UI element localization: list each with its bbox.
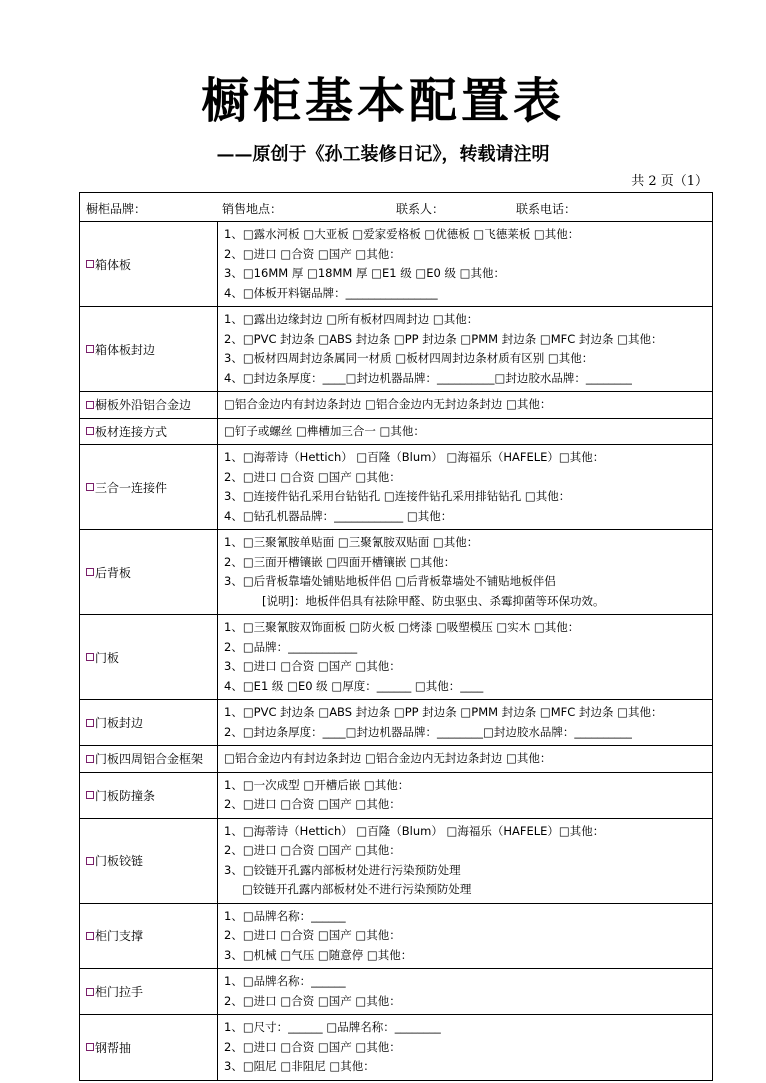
section-label-cell bbox=[80, 969, 218, 1015]
option-line: 1、□PVC 封边条 □ABS 封边条 □PP 封边条 □PMM 封边条 □MFC 封边条 □其他： bbox=[224, 705, 663, 719]
option-line: 4、□体板开料锯品牌：________________ bbox=[224, 285, 438, 300]
section-row bbox=[80, 772, 713, 818]
section-row bbox=[80, 615, 713, 700]
section-label: 箱体板封边 bbox=[95, 342, 156, 357]
option-line: □铝合金边内有封边条封边 □铝合金边内无封边条封边 □其他： bbox=[224, 397, 552, 411]
section-label: 箱体板 bbox=[95, 257, 132, 272]
section-checkbox[interactable] bbox=[86, 653, 94, 661]
page-count: 共 2 页（1） bbox=[631, 174, 708, 189]
section-row bbox=[80, 1015, 713, 1081]
section-label: 后背板 bbox=[95, 565, 132, 580]
section-label-cell bbox=[80, 818, 218, 903]
section-checkbox[interactable] bbox=[86, 1043, 94, 1051]
section-options-cell bbox=[218, 903, 713, 969]
section-label-cell bbox=[80, 615, 218, 700]
section-row bbox=[80, 903, 713, 969]
option-line: 3、□阻尼 □非阻尼 □其他： bbox=[224, 1059, 375, 1073]
section-row bbox=[80, 307, 713, 392]
section-row bbox=[80, 746, 713, 773]
section-label: 三合一连接件 bbox=[95, 480, 168, 495]
phone-field-label: 联系电话： bbox=[516, 202, 577, 216]
section-label: 柜门拉手 bbox=[95, 985, 144, 999]
section-row bbox=[80, 222, 713, 307]
option-line: 2、□进口 □合资 □国产 □其他： bbox=[224, 843, 401, 857]
section-row bbox=[80, 392, 713, 419]
option-line: 1、□尺寸：______ □品牌名称：________ bbox=[224, 1020, 441, 1034]
section-label-cell bbox=[80, 746, 218, 773]
location-field-label: 销售地点： bbox=[222, 202, 283, 216]
section-label-cell bbox=[80, 700, 218, 746]
option-line: 3、□板材四周封边条属同一材质 □板材四周封边条材质有区别 □其他： bbox=[224, 351, 594, 365]
option-line: 3、□16MM 厚 □18MM 厚 □E1 级 □E0 级 □其他： bbox=[224, 266, 506, 280]
section-checkbox[interactable] bbox=[86, 483, 94, 491]
section-checkbox[interactable] bbox=[86, 401, 94, 409]
section-options-cell bbox=[218, 445, 713, 530]
option-line: 2、□进口 □合资 □国产 □其他： bbox=[224, 928, 401, 942]
page-subtitle: ——原创于《孙工装修日记》，转载请注明 bbox=[216, 144, 550, 165]
option-line: 2、□三面开槽镶嵌 □四面开槽镶嵌 □其他： bbox=[224, 554, 456, 569]
section-options-cell bbox=[218, 222, 713, 307]
section-checkbox[interactable] bbox=[86, 345, 94, 353]
option-line: 3、□进口 □合资 □国产 □其他： bbox=[224, 659, 401, 673]
option-line: 2、□封边条厚度：____□封边机器品牌：________□封边胶水品牌：__________ bbox=[224, 724, 632, 739]
option-line: 2、□进口 □合资 □国产 □其他： bbox=[224, 246, 401, 261]
option-line: □铝合金边内有封边条封边 □铝合金边内无封边条封边 □其他： bbox=[224, 751, 552, 765]
option-line: 4、□封边条厚度：____□封边机器品牌：__________□封边胶水品牌：________ bbox=[224, 370, 632, 385]
section-checkbox[interactable] bbox=[86, 791, 94, 799]
option-line: 4、□钻孔机器品牌：____________ □其他： bbox=[224, 508, 453, 523]
section-checkbox[interactable] bbox=[86, 857, 94, 865]
option-line: 3、□机械 □气压 □随意停 □其他： bbox=[224, 947, 413, 962]
section-options-cell bbox=[218, 818, 713, 903]
option-line: 2、□进口 □合资 □国产 □其他： bbox=[224, 1039, 401, 1054]
section-label: 板材连接方式 bbox=[95, 424, 168, 439]
section-checkbox[interactable] bbox=[86, 988, 94, 996]
option-line: 1、□一次成型 □开槽后嵌 □其他： bbox=[224, 777, 410, 792]
section-row bbox=[80, 818, 713, 903]
option-line: 1、□三聚氰胺双饰面板 □防火板 □烤漆 □吸塑模压 □实木 □其他： bbox=[224, 620, 580, 634]
section-options-cell bbox=[218, 700, 713, 746]
section-label: 门板封边 bbox=[95, 716, 144, 730]
option-line: [说明]：地板伴侣具有祛除甲醛、防虫驱虫、杀霉抑菌等环保功效。 bbox=[262, 593, 605, 608]
section-label: 门板四周铝合金框架 bbox=[95, 752, 204, 767]
option-line: 2、□进口 □合资 □国产 □其他： bbox=[224, 993, 401, 1008]
option-line: 3、□连接件钻孔采用台钻钻孔 □连接件钻孔采用排钻钻孔 □其他： bbox=[224, 489, 571, 503]
option-line: 2、□品牌：____________ bbox=[224, 639, 358, 654]
section-options-cell bbox=[218, 969, 713, 1015]
section-options-cell bbox=[218, 530, 713, 615]
section-label-cell bbox=[80, 530, 218, 615]
section-label-cell bbox=[80, 903, 218, 969]
option-line: 3、□铰链开孔露内部板材处进行污染预防处理 bbox=[224, 862, 461, 877]
option-line: 1、□露出边缘封边 □所有板材四周封边 □其他： bbox=[224, 312, 479, 326]
section-label-cell bbox=[80, 392, 218, 419]
contact-field-label: 联系人： bbox=[396, 202, 445, 216]
section-checkbox[interactable] bbox=[86, 568, 94, 576]
section-label: 柜门支撑 bbox=[95, 929, 144, 944]
option-line: □钉子或螺丝 □榫槽加三合一 □其他： bbox=[224, 423, 425, 438]
section-label: 门板防撞条 bbox=[95, 788, 156, 803]
section-options-cell bbox=[218, 1015, 713, 1081]
option-line: 2、□进口 □合资 □国产 □其他： bbox=[224, 797, 401, 811]
section-label-cell bbox=[80, 222, 218, 307]
section-label: 门板铰链 bbox=[95, 854, 144, 868]
section-row bbox=[80, 418, 713, 445]
page-title: 橱柜基本配置表 bbox=[200, 73, 565, 129]
section-label: 门板 bbox=[95, 650, 120, 665]
option-line: 1、□品牌名称：______ bbox=[224, 974, 346, 988]
section-checkbox[interactable] bbox=[86, 427, 94, 435]
section-options-cell bbox=[218, 418, 713, 445]
section-label: 钢帮抽 bbox=[95, 1040, 132, 1055]
section-checkbox[interactable] bbox=[86, 260, 94, 268]
option-line: 3、□后背板靠墙处铺贴地板伴侣 □后背板靠墙处不铺贴地板伴侣 bbox=[224, 574, 556, 588]
header-row bbox=[80, 193, 713, 222]
section-row bbox=[80, 445, 713, 530]
section-label-cell bbox=[80, 772, 218, 818]
section-row bbox=[80, 969, 713, 1015]
option-line: 1、□露水河板 □大亚板 □爱家爱格板 □优德板 □飞德莱板 □其他： bbox=[224, 227, 580, 241]
option-line: 2、□PVC 封边条 □ABS 封边条 □PP 封边条 □PMM 封边条 □MFC 封边条 □其他： bbox=[224, 331, 663, 346]
section-options-cell bbox=[218, 392, 713, 419]
section-checkbox[interactable] bbox=[86, 755, 94, 763]
option-line: 1、□海蒂诗（Hettich） □百隆（Blum） □海福乐（HAFELE）□其他： bbox=[224, 450, 605, 464]
option-line: 1、□海蒂诗（Hettich） □百隆（Blum） □海福乐（HAFELE）□其他： bbox=[224, 823, 605, 838]
option-line: 1、□三聚氰胺单贴面 □三聚氰胺双贴面 □其他： bbox=[224, 535, 479, 549]
section-checkbox[interactable] bbox=[86, 719, 94, 727]
section-label-cell bbox=[80, 1015, 218, 1081]
section-label-cell bbox=[80, 307, 218, 392]
brand-field-label: 橱柜品牌： bbox=[86, 202, 147, 216]
section-options-cell bbox=[218, 615, 713, 700]
option-line: 2、□进口 □合资 □国产 □其他： bbox=[224, 469, 401, 484]
option-line: 4、□E1 级 □E0 级 □厚度：______ □其他：____ bbox=[224, 678, 484, 693]
config-table bbox=[79, 192, 713, 1081]
section-label-cell bbox=[80, 445, 218, 530]
section-label-cell bbox=[80, 418, 218, 445]
section-checkbox[interactable] bbox=[86, 932, 94, 940]
section-options-cell bbox=[218, 307, 713, 392]
section-options-cell bbox=[218, 772, 713, 818]
section-label: 橱板外沿铝合金边 bbox=[95, 398, 192, 413]
option-line: □铰链开孔露内部板材处不进行污染预防处理 bbox=[242, 882, 472, 896]
section-row bbox=[80, 700, 713, 746]
section-options-cell bbox=[218, 746, 713, 773]
section-row bbox=[80, 530, 713, 615]
option-line: 1、□品牌名称：______ bbox=[224, 908, 346, 923]
